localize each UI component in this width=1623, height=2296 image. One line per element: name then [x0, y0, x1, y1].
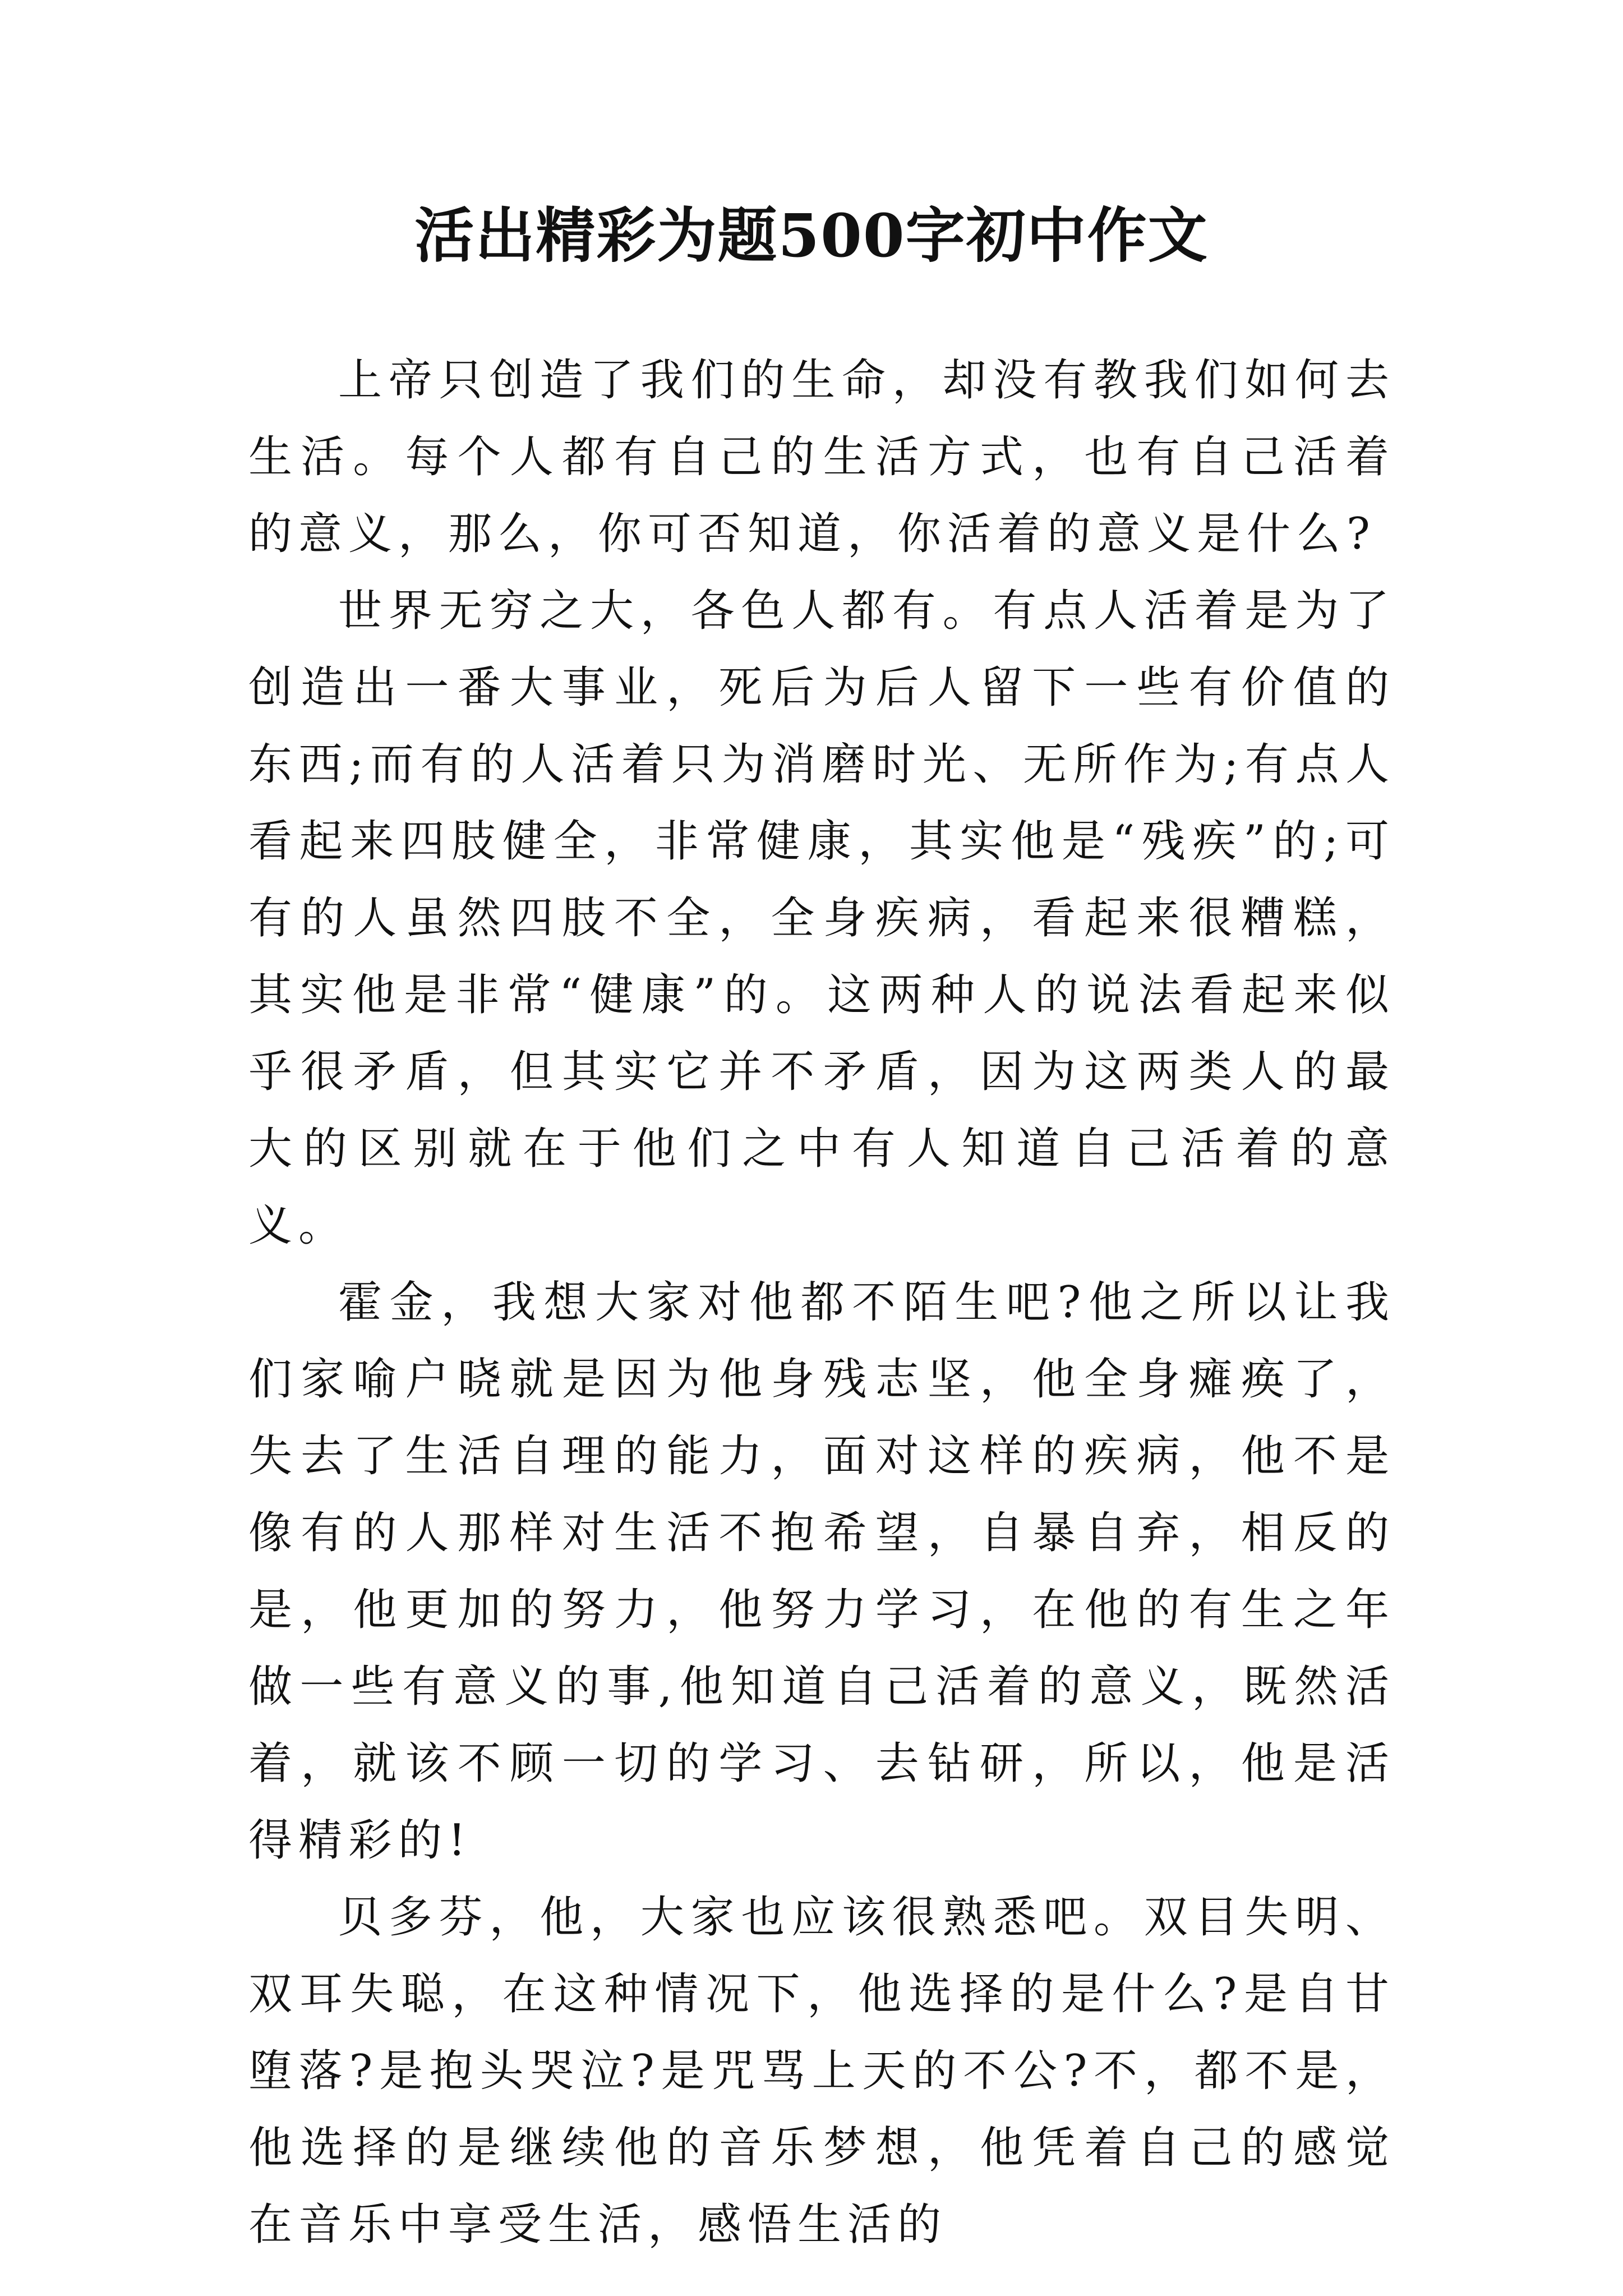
paragraph-1: 上帝只创造了我们的生命，却没有教我们如何去生活。每个人都有自己的生活方式，也有自己活着的意义，那么，你可否知道，你活着的意义是什么? [248, 355, 1395, 559]
paragraph-2: 世界无穷之大，各色人都有。有点人活着是为了创造出一番大事业，死后为后人留下一些有价值的东西;而有的人活着只为消磨时光、无所作为;有点人看起来四肢健全，非常健康，其实他是“残疾”的;可有的人虽然四肢不全，全身疾病，看起来很糟糕，其实他是非常“健康”的。这两种人的说法看起来似乎很矛盾，但其实它并不矛盾，因为这两类人的最大的区别就在于他们之中有人知道自己活着的意义。 [248, 586, 1395, 1251]
paragraph-3: 霍金，我想大家对他都不陌生吧?他之所以让我们家喻户晓就是因为他身残志坚，他全身瘫痪了，失去了生活自理的能力，面对这样的疾病，他不是像有的人那样对生活不抱希望，自暴自弃，相反的是，他更加的努力，他努力学习，在他的有生之年做一些有意义的事,他知道自己活着的意义，既然活着，就该不顾一切的学习、去钻研，所以，他是活得精彩的! [248, 1277, 1395, 1866]
document-body [248, 342, 1395, 2263]
document-title: 活出精彩为题500字初中作文 [414, 200, 1209, 270]
paragraph-4: 贝多芬，他，大家也应该很熟悉吧。双目失明、双耳失聪，在这种情况下，他选择的是什么?是自甘堕落?是抱头哭泣?是咒骂上天的不公?不，都不是，他选择的是继续他的音乐梦想，他凭着自己的感觉在音乐中享受生活，感悟生活的 [248, 1892, 1395, 2250]
